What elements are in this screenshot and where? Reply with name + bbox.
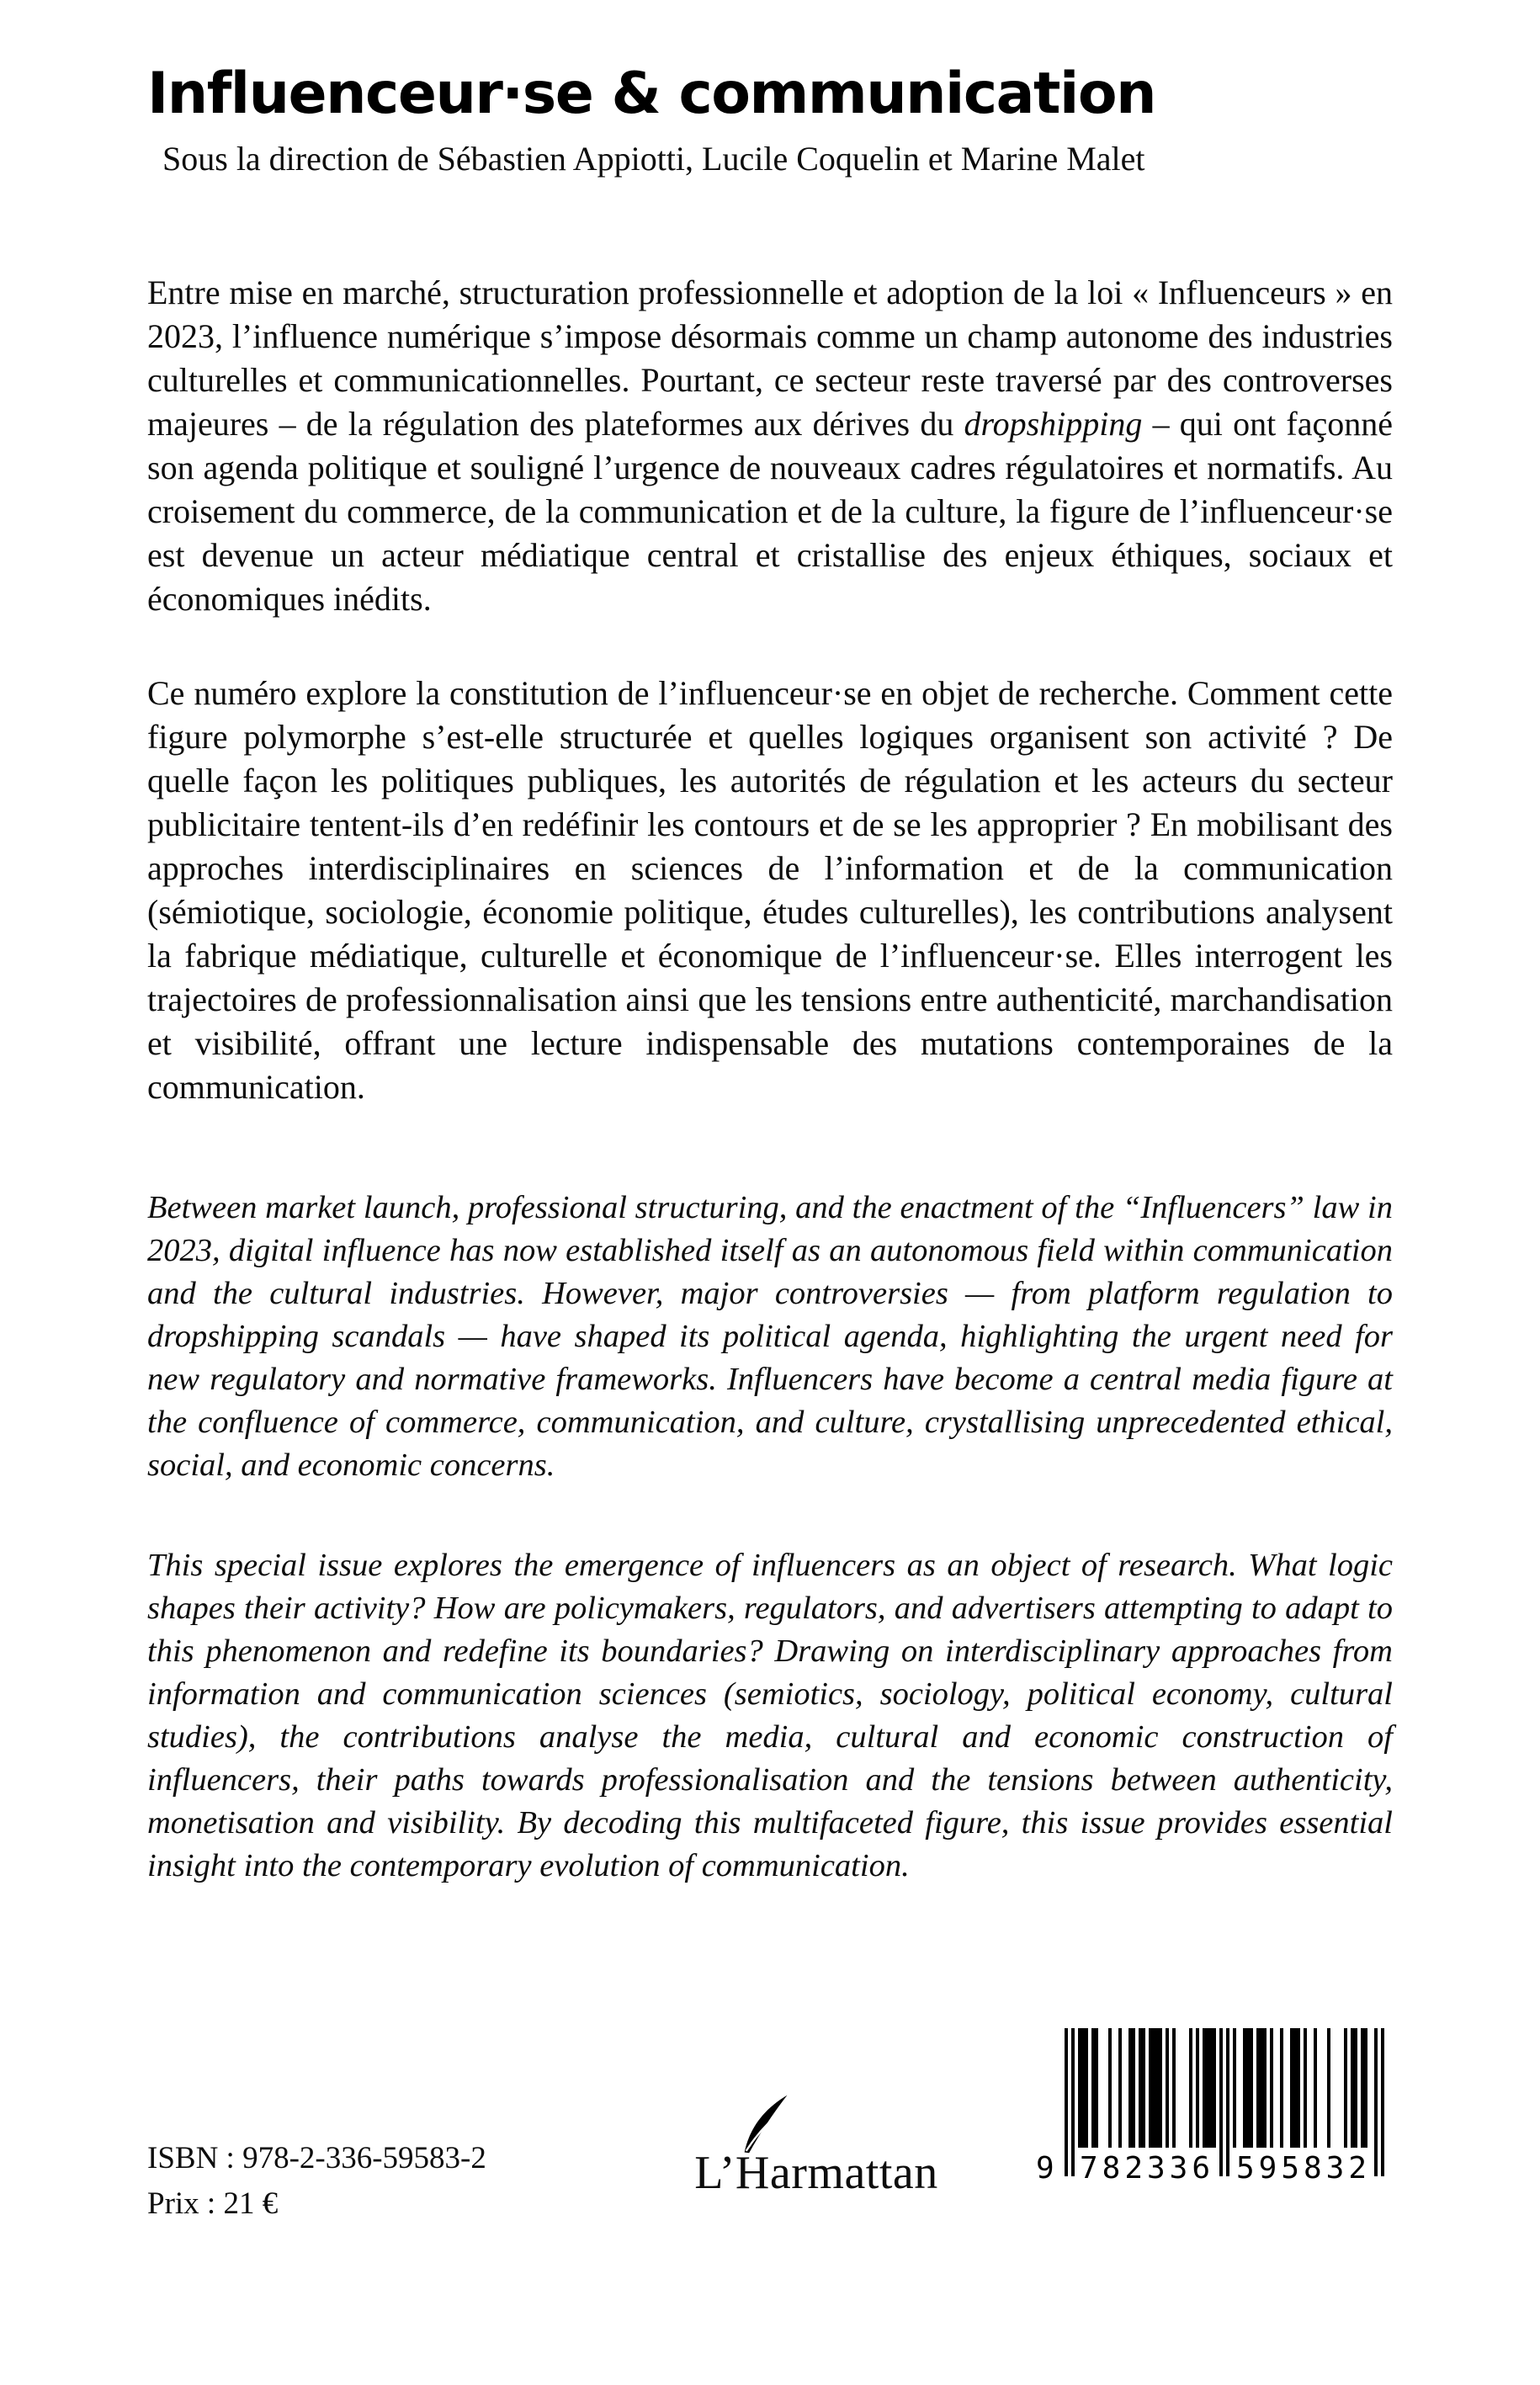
isbn-price-block <box>147 2136 486 2227</box>
barcode <box>1036 2028 1384 2205</box>
barcode-digits-right: 595832 <box>1235 2151 1372 2186</box>
publisher-logo <box>640 2146 993 2200</box>
english-description <box>147 1187 1393 1888</box>
isbn-text: ISBN : 978-2-336-59583-2 <box>147 2141 486 2175</box>
cover-footer <box>147 2020 1393 2289</box>
price-text: Prix : 21 € <box>147 2186 279 2221</box>
english-paragraph: Between market launch, professional structuring, and the enactment of the “Influencers” law in 2023, digital influence has now established itself as an autonomous field within communication and the cultural industries. However, major controversies — from platform regulation to dropshipping scandals — have shaped its political agenda, highlighting the urgent need for new regulatory and normative frameworks. Influencers have become a central media figure at the confluence of commerce, communication, and culture, crystallising unprecedented ethical, social, and economic concerns. <box>147 1189 1393 1483</box>
publisher-name: L’Harmattan <box>694 2147 938 2199</box>
french-paragraph: Ce numéro explore la constitution de l’influenceur·se en objet de recherche. Comment cette figure polymorphe s’est-elle structurée et quelles logiques organisent son activité ? De quelle façon les politiques publiques, les autorités de régulation et les acteurs du secteur publicitaire tentent-ils d’en redéfinir les contours et de se les approprier ? En mobilisant des approches interdisciplinaires en sciences de l’information et de la communication (sémiotique, sociologie, économie politique, études culturelles), les contributions analysent la fabrique médiatique, culturelle et économique de l’influenceur·se. Elles interrogent les trajectoires de professionnalisation ainsi que les tensions entre authenticité, marchandisation et visibilité, offrant une lecture indispensable des mutations contemporaines de la communication. <box>147 673 1393 1106</box>
book-editors: Sous la direction de Sébastien Appiotti, Lucile Coquelin et Marine Malet <box>162 139 1145 178</box>
french-paragraph: Entre mise en marché, structuration professionnelle et adoption de la loi « Influenceurs » en 2023, l’influence numérique s’impose désormais comme un champ autonome des industries culturelles et communicationnelles. Pourtant, ce secteur reste traversé par des controverses majeures – de la régulation des plateformes aux dérives du dropshipping – qui ont façonné son agenda politique et souligné l’urgence de nouveaux cadres régulatoires et normatifs. Au croisement du commerce, de la communication et de la culture, la figure de l’influenceur·se est devenue un acteur médiatique central et cristallise des enjeux éthiques, sociaux et économiques inédits. <box>147 273 1394 618</box>
french-description <box>147 271 1393 1109</box>
barcode-digit-lead: 9 <box>1036 2151 1054 2186</box>
leaf-icon <box>734 2088 790 2164</box>
barcode-digits-left: 782336 <box>1079 2151 1215 2186</box>
barcode-bar <box>1381 2028 1384 2176</box>
book-title: Influenceur·se & communication <box>147 61 1155 127</box>
english-paragraph: This special issue explores the emergence of influencers as an object of research. What logic shapes their activity? How are policymakers, regulators, and advertisers attempting to adapt to this phenomenon and redefine its boundaries? Drawing on interdisciplinary approaches from information and communication sciences (semiotics, sociology, political economy, cultural studies), the contributions analyse the media, cultural and economic construction of influencers, their paths towards professionalisation and the tensions between authenticity, monetisation and visibility. By decoding this multifaceted figure, this issue provides essential insight into the contemporary evolution of communication. <box>147 1547 1393 1883</box>
